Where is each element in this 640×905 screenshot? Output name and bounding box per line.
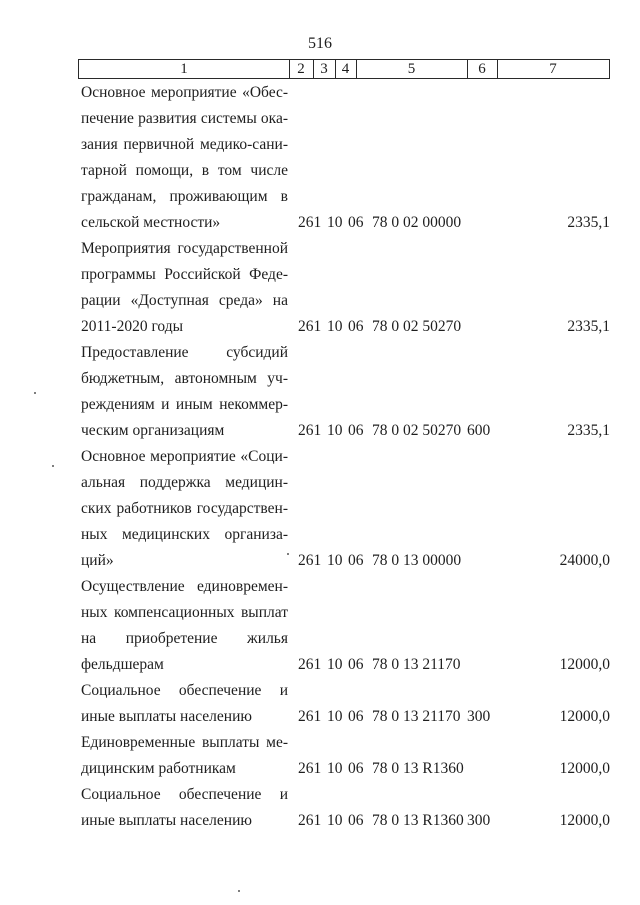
cell-col-7: 12000,0 (559, 656, 610, 673)
row-description-line: фельдшерам (81, 656, 164, 673)
header-col-1: 1 (79, 60, 290, 78)
row-description-line: 2011-2020 годы (81, 318, 184, 335)
header-col-6: 6 (467, 60, 498, 78)
cell-col-5: 78 0 02 00000 (372, 214, 462, 231)
cell-col-5: 78 0 13 R1360 (372, 812, 464, 829)
page-number: 516 (308, 35, 332, 52)
cell-col-4: 06 (348, 318, 364, 335)
scan-speck (287, 553, 289, 555)
row-description-line: бюджетным, автономным уч- (81, 370, 288, 387)
header-col-2: 2 (289, 60, 314, 78)
row-description-line: дицинским работникам (81, 760, 236, 777)
scan-speck (34, 392, 36, 394)
cell-col-4: 06 (348, 812, 364, 829)
cell-col-7: 24000,0 (559, 552, 610, 569)
row-description-line: тарной помощи, в том числе (81, 162, 288, 179)
cell-col-2: 261 (298, 812, 322, 829)
cell-col-3: 10 (327, 552, 343, 569)
header-col-3: 3 (313, 60, 336, 78)
row-description-line: ций» (81, 552, 114, 569)
cell-col-2: 261 (298, 760, 322, 777)
scan-speck (52, 465, 54, 467)
row-description-line: зания первичной медико-сани- (81, 136, 288, 153)
table-row (0, 574, 640, 678)
row-description-line: ных медицинских организа- (81, 526, 288, 543)
row-description-line: Социальное обеспечение и (81, 682, 288, 699)
row-description-line: Мероприятия государственной (81, 240, 288, 257)
row-description-line: Социальное обеспечение и (81, 786, 288, 803)
row-description-line: ских работников государствен- (81, 500, 288, 517)
row-description-line: иные выплаты населению (81, 812, 252, 829)
cell-col-5: 78 0 13 21170 (372, 708, 461, 725)
scan-speck (238, 890, 240, 892)
cell-col-5: 78 0 02 50270 (372, 422, 462, 439)
table-row (0, 340, 640, 444)
cell-col-2: 261 (298, 214, 322, 231)
cell-col-5: 78 0 13 R1360 (372, 760, 464, 777)
cell-col-7: 12000,0 (559, 760, 610, 777)
cell-col-4: 06 (348, 552, 364, 569)
row-description-line: Предоставление субсидий (81, 344, 288, 361)
row-description-line: Единовременные выплаты ме- (81, 734, 288, 751)
cell-col-2: 261 (298, 422, 322, 439)
row-description-line: на приобретение жилья (81, 630, 288, 647)
cell-col-7: 2335,1 (567, 214, 610, 231)
row-description-line: Основное мероприятие «Соци- (81, 448, 288, 465)
cell-col-6: 300 (467, 708, 491, 725)
cell-col-3: 10 (327, 214, 343, 231)
cell-col-7: 12000,0 (559, 708, 610, 725)
cell-col-4: 06 (348, 214, 364, 231)
cell-col-4: 06 (348, 760, 364, 777)
table-row (0, 730, 640, 782)
cell-col-2: 261 (298, 708, 322, 725)
cell-col-3: 10 (327, 422, 343, 439)
header-col-5: 5 (356, 60, 468, 78)
row-description-line: гражданам, проживающим в (81, 188, 288, 205)
table-row (0, 782, 640, 834)
row-description-line: сельской местности» (81, 214, 221, 231)
table-row (0, 444, 640, 574)
cell-col-7: 2335,1 (567, 318, 610, 335)
cell-col-5: 78 0 02 50270 (372, 318, 462, 335)
cell-col-7: 12000,0 (559, 812, 610, 829)
cell-col-2: 261 (298, 656, 322, 673)
row-description-line: Осуществление единовремен- (81, 578, 288, 595)
row-description-line: программы Российской Феде- (81, 266, 288, 283)
cell-col-6: 600 (467, 422, 491, 439)
cell-col-3: 10 (327, 318, 343, 335)
cell-col-3: 10 (327, 708, 343, 725)
row-description-line: Основное мероприятие «Обес- (81, 84, 288, 101)
table-row (0, 678, 640, 730)
row-description-line: ческим организациям (81, 422, 225, 439)
table-row (0, 80, 640, 236)
header-col-4: 4 (335, 60, 357, 78)
cell-col-5: 78 0 13 21170 (372, 656, 461, 673)
cell-col-2: 261 (298, 318, 322, 335)
cell-col-3: 10 (327, 760, 343, 777)
row-description-line: печение развития системы ока- (81, 110, 288, 127)
cell-col-2: 261 (298, 552, 322, 569)
cell-col-3: 10 (327, 656, 343, 673)
cell-col-6: 300 (467, 812, 491, 829)
row-description-line: иные выплаты населению (81, 708, 252, 725)
cell-col-3: 10 (327, 812, 343, 829)
cell-col-7: 2335,1 (567, 422, 610, 439)
row-description-line: альная поддержка медицин- (81, 474, 288, 491)
table-header (78, 59, 610, 79)
table-row (0, 236, 640, 340)
cell-col-4: 06 (348, 708, 364, 725)
cell-col-4: 06 (348, 656, 364, 673)
row-description-line: реждениям и иным некоммер- (81, 396, 288, 413)
row-description-line: ных компенсационных выплат (81, 604, 288, 621)
row-description-line: рации «Доступная среда» на (81, 292, 288, 309)
cell-col-5: 78 0 13 00000 (372, 552, 462, 569)
header-col-7: 7 (549, 61, 557, 77)
cell-col-4: 06 (348, 422, 364, 439)
